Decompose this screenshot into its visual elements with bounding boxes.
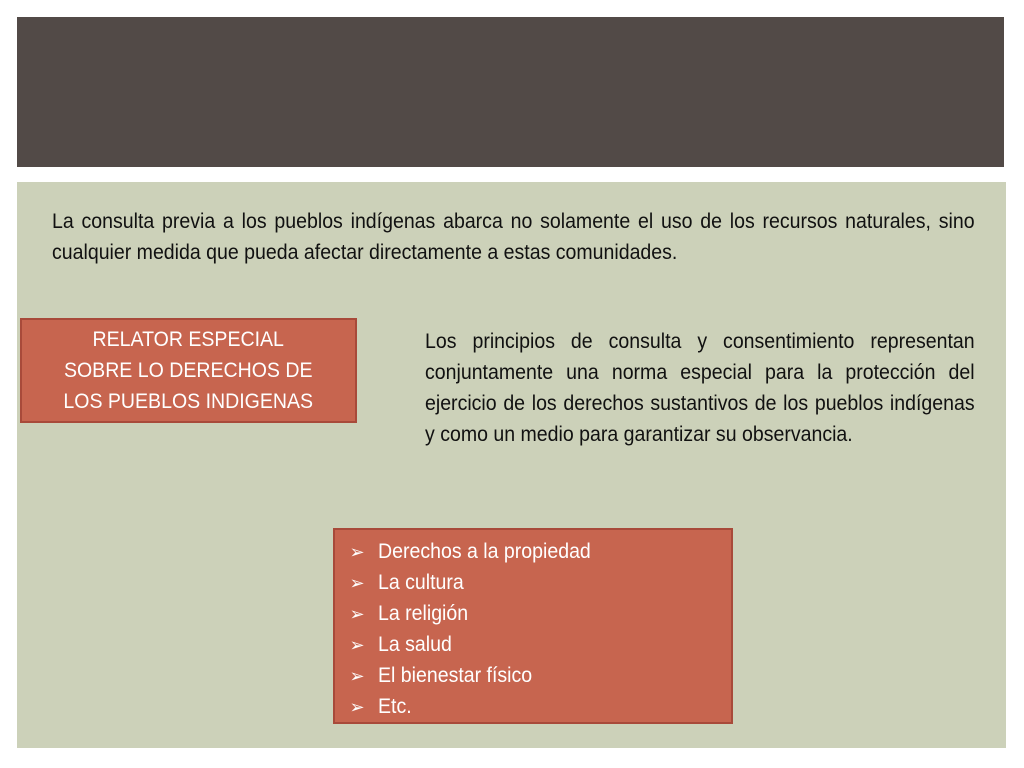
- list-item: [349, 598, 607, 629]
- arrowhead-bullet-icon: ➢: [349, 696, 365, 717]
- list-item: [349, 536, 607, 567]
- principles-paragraph: Los principios de consulta y consentimiento representan conjuntamente una norma especial para la protección del ejercicio de los derechos sustantivos de los pueblos indígenas y como un medio para garantizar su observancia.: [425, 330, 975, 446]
- rights-list: [349, 536, 607, 722]
- list-item: [349, 691, 607, 722]
- arrowhead-bullet-icon: ➢: [349, 603, 365, 624]
- list-item-label: El bienestar físico: [378, 663, 533, 687]
- list-item-label: Etc.: [378, 694, 412, 718]
- title-band: [17, 17, 1004, 167]
- rights-box: [333, 528, 733, 724]
- list-item-label: La cultura: [378, 570, 464, 594]
- relator-line-2: SOBRE LO DERECHOS DE: [64, 359, 313, 382]
- arrowhead-bullet-icon: ➢: [349, 634, 365, 655]
- list-item-label: Derechos a la propiedad: [378, 539, 591, 563]
- list-item: [349, 660, 607, 691]
- list-item-label: La religión: [378, 601, 469, 625]
- relator-especial-box: [20, 318, 357, 423]
- relator-line-1: RELATOR ESPECIAL: [92, 328, 285, 351]
- relator-box-text: [54, 324, 322, 417]
- list-item-label: La salud: [378, 632, 452, 656]
- relator-line-3: LOS PUEBLOS INDIGENAS: [63, 390, 314, 413]
- list-item: [349, 567, 607, 598]
- intro-paragraph: La consulta previa a los pueblos indígenas abarca no solamente el uso de los recursos naturales, sino cualquier medida que pueda afectar directamente a estas comunidades.: [52, 210, 975, 264]
- arrowhead-bullet-icon: ➢: [349, 572, 365, 593]
- arrowhead-bullet-icon: ➢: [349, 665, 365, 686]
- list-item: [349, 629, 607, 660]
- arrowhead-bullet-icon: ➢: [349, 541, 365, 562]
